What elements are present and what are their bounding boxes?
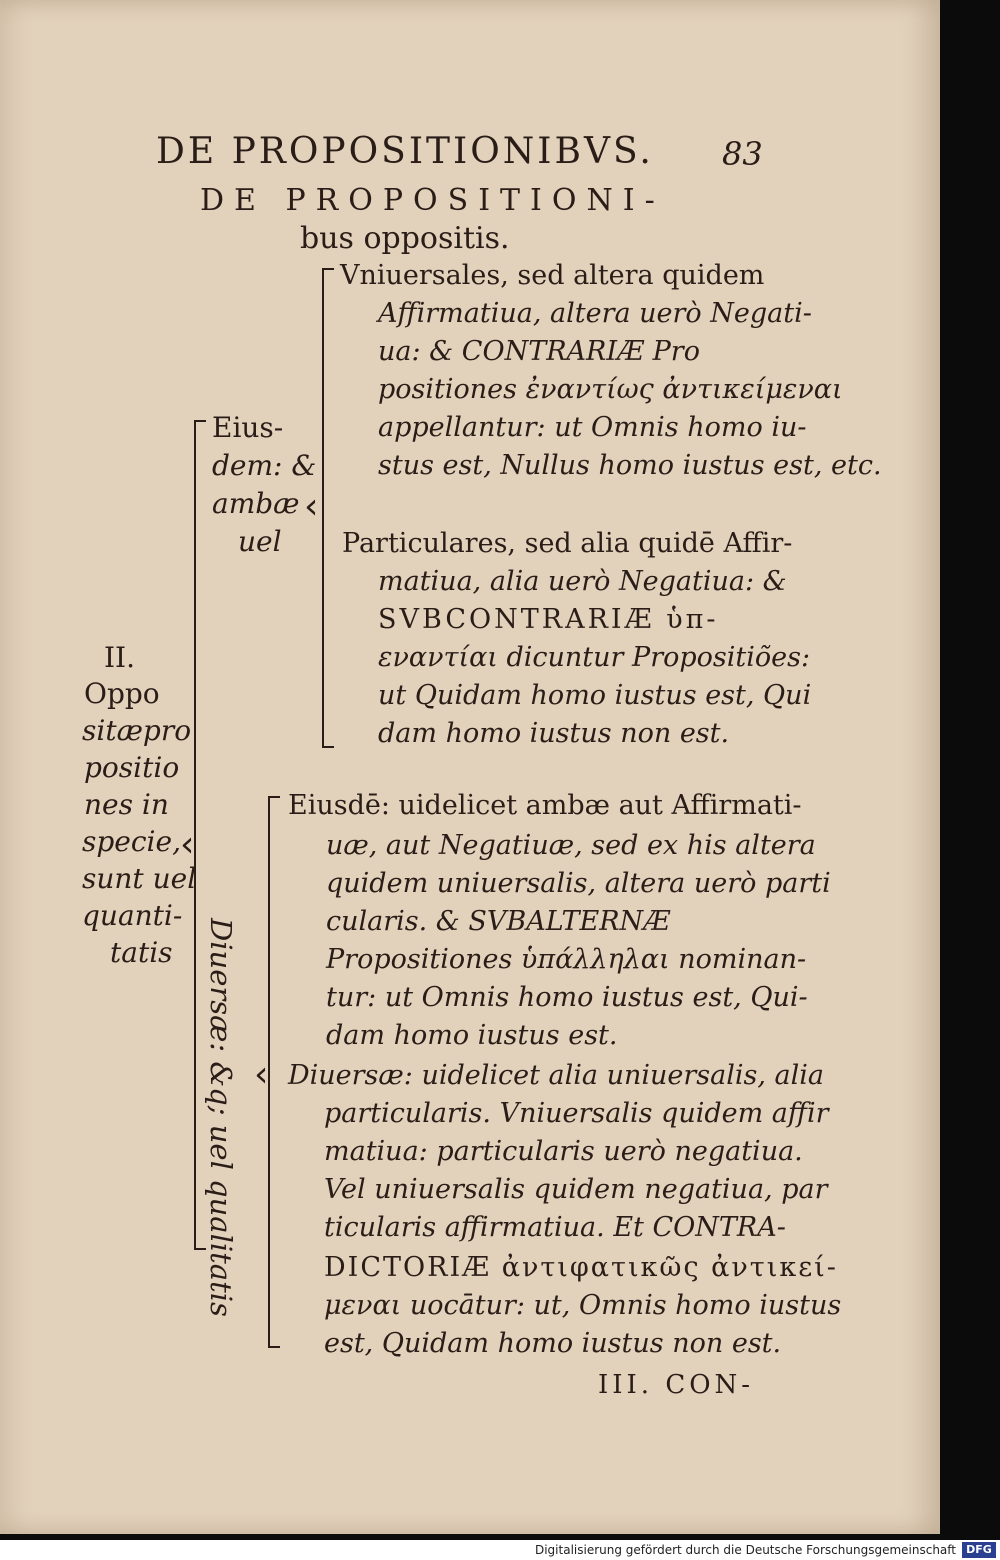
footer-credit: Digitalisierung gefördert durch die Deutsche Forschungsgemeinschaft (534, 1543, 956, 1557)
lower-brace-point: ‹ (254, 1054, 269, 1095)
left-label-line: II. (104, 641, 136, 674)
footer-bar (0, 1540, 1000, 1560)
upper-mid-label-line: uel (238, 525, 282, 558)
outer-brace-point: ‹ (180, 824, 195, 865)
text-line: appellantur: ut Omnis homo iu- (378, 412, 807, 443)
upper-brace-point: ‹ (304, 486, 319, 527)
text-line: tur: ut Omnis homo iustus est, Qui- (326, 982, 808, 1013)
text-line: dam homo iustus non est. (378, 718, 730, 749)
text-line: dam homo iustus est. (326, 1020, 618, 1051)
upper-brace-top (322, 268, 334, 270)
section-title-continued: bus oppositis. (300, 221, 510, 256)
left-label-line: tatis (110, 936, 173, 969)
left-label-line: Oppo (84, 677, 160, 710)
text-line: SVBCONTRARIÆ ὑπ- (378, 604, 719, 635)
text-line: Particulares, sed alia quidē Affir- (342, 528, 793, 559)
upper-mid-label-line: dem: & (212, 449, 317, 482)
text-line: Diuersæ: uidelicet alia uniuersalis, alia (288, 1060, 825, 1091)
lower-brace-top (268, 796, 280, 798)
lower-brace-bottom (268, 1346, 280, 1348)
left-label-line: specie, (82, 825, 181, 858)
left-label-line: quanti- (82, 899, 183, 932)
text-line: εναντίαι dicuntur Propositiões: (378, 642, 811, 673)
upper-mid-label-line: ambæ (212, 487, 300, 520)
left-label-line: sitæpro (82, 714, 192, 747)
text-line: DICTORIÆ ἀντιφατικῶς ἀντικεί- (324, 1252, 838, 1283)
running-title: DE PROPOSITIONIBVS. (156, 131, 654, 172)
text-line: ua: & CONTRARIÆ Pro (378, 336, 700, 367)
dfg-logo: DFG (962, 1542, 996, 1558)
text-line: positiones ἐναντίως ἀντικείμεναι (378, 374, 843, 405)
text-line: Vniuersales, sed altera quidem (340, 260, 765, 291)
text-line: ticularis affirmatiua. Et CONTRA- (324, 1212, 786, 1243)
section-title: DE PROPOSITIONI- (200, 183, 665, 218)
text-line: est, Quidam homo iustus non est. (324, 1328, 782, 1359)
upper-brace-bottom (322, 746, 334, 748)
catchword: III. CON- (598, 1370, 755, 1400)
text-line: cularis. & SVBALTERNÆ (326, 906, 671, 937)
upper-mid-label-line: Eius- (212, 411, 284, 444)
text-line: μεναι uocātur: ut, Omnis homo iustus (324, 1290, 842, 1321)
left-label-line: nes in (84, 788, 169, 821)
text-line: Propositiones ὑπάλληλαι nominan- (326, 944, 807, 975)
text-line: ut Quidam homo iustus est, Qui (378, 680, 812, 711)
text-line: stus est, Nullus homo iustus est, etc. (378, 450, 882, 481)
text-line: Vel uniuersalis quidem negatiua, par (324, 1174, 828, 1205)
upper-brace (322, 268, 324, 748)
text-line: matiua: particularis uerò negatiua. (324, 1136, 803, 1167)
left-label-line: positio (84, 751, 180, 784)
outer-brace-top (194, 420, 206, 422)
text-line: Eiusdē: uidelicet ambæ aut Affirmati- (288, 790, 802, 821)
text-line: quidem uniuersalis, altera uerò parti (326, 868, 831, 899)
page-number: 83 (722, 135, 763, 173)
text-line: uæ, aut Negatiuæ, sed ex his altera (326, 830, 816, 861)
left-label-line: sunt uel (82, 862, 197, 895)
text-line: matiua, alia uerò Negatiua: & (378, 566, 787, 597)
text-line: particularis. Vniuersalis quidem affir (324, 1098, 829, 1129)
lower-mid-label: Diuersæ: &q; uel qualitatis (204, 918, 238, 1317)
text-line: Affirmatiua, altera uerò Negati- (378, 298, 812, 329)
